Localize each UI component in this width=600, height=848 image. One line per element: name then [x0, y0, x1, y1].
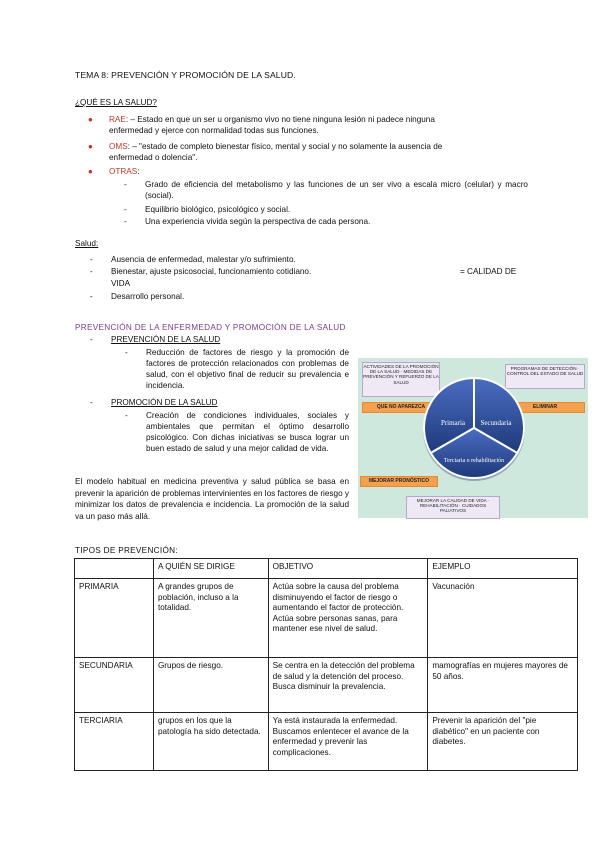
section-heading-health: ¿QUÉ ES LA SALUD?: [75, 98, 157, 107]
list-item: - Una experiencia vivida según la perspectiva de cada persona.: [124, 216, 528, 228]
diagram-box-promotion: ACTIVIDADES DE LA PROMOCIÓN DE LA SALUD · MEDIDAS DE PREVENCIÓN Y REFUERZO DE LA SALUD: [362, 362, 440, 397]
definition-text: :: [137, 167, 140, 176]
prevention-diagram: [358, 358, 588, 518]
prevention-sub2: - PROMOCIÓN DE LA SALUD: [90, 397, 350, 409]
prevention-sub1-text: Reducción de factores de riesgo y la promoción de factores de protección relacionados con problemas de salud, con el objetivo final de reducir su prevalencia e incidencia.: [146, 348, 349, 390]
table-row: [75, 658, 578, 713]
table-cell-example: Vacunación: [428, 579, 578, 658]
wheel-label-terciaria: Terciaria o rehabilitación: [443, 458, 505, 464]
list-item-text: Equilibrio biológico, psicológico y social.: [145, 205, 291, 214]
definition-oms: [88, 141, 528, 165]
bullet-icon: ●: [88, 115, 93, 124]
table-cell-objective: Ya está instaurada la enfermedad. Buscamos enlentecer el avance de la enfermedad y prevenir las complicaciones.: [268, 713, 428, 771]
bullet-icon: ●: [88, 142, 93, 151]
wheel-label-primaria: Primaria: [440, 419, 466, 427]
prevention-heading: PREVENCIÓN DE LA ENFERMEDAD Y PROMOCIÓN DE LA SALUD: [75, 323, 346, 332]
list-item: - Equilibrio biológico, psicológico y social.: [124, 204, 528, 216]
table-header: A QUIÉN SE DIRIGE: [153, 559, 268, 579]
table-cell-type: SECUNDARIA: [75, 658, 154, 713]
definition-text: : – "estado de completo bienestar físico, mental y social y no solamente la ausencia de: [127, 142, 443, 151]
table-cell-who: A grandes grupos de población, incluso a la totalidad.: [153, 579, 268, 658]
diagram-box-prevent: QUE NO APAREZCA: [362, 402, 440, 413]
table-header: OBJETIVO: [268, 559, 428, 579]
table-cell-example: Prevenir la aparición del "pie diabético" en un paciente con diabetes.: [428, 713, 578, 771]
definition-label: RAE: [109, 115, 126, 124]
list-item-text: Ausencia de enfermedad, malestar y/o sufrimiento.: [111, 255, 296, 264]
list-item: - Bienestar, ajuste psicosocial, funcionamiento cotidiano.: [90, 266, 430, 278]
list-item-text: Grado de eficiencia del metabolismo y las funciones de un ser vivo a escala micro (celular) y macro (social).: [145, 180, 528, 200]
bullet-icon: ●: [88, 167, 93, 176]
table-row: [75, 579, 578, 658]
table-cell-who: grupos en los que la patología ha sido detectada.: [153, 713, 268, 771]
page-title: TEMA 8: PREVENCIÓN Y PROMOCIÓN DE LA SALUD.: [75, 70, 296, 80]
diagram-box-prognosis: MEJORAR PRONÓSTICO: [360, 476, 438, 487]
prevention-sub2-title: PROMOCIÓN DE LA SALUD: [111, 398, 218, 407]
table-header-row: [75, 559, 578, 579]
prevention-sub1-title: PREVENCIÓN DE LA SALUD: [111, 335, 221, 344]
prevention-sub1-body: - Reducción de factores de riesgo y la promoción de factores de protección relacionados con problemas de salud, con el objetivo final de reducir su prevalencia e incidencia.: [125, 348, 349, 390]
types-heading: TIPOS DE PREVENCIÓN:: [75, 546, 178, 555]
table-cell-example: mamografías en mujeres mayores de 50 años.: [428, 658, 578, 713]
list-item-text: Bienestar, ajuste psicosocial, funcionamiento cotidiano.: [111, 267, 312, 276]
list-item: - Ausencia de enfermedad, malestar y/o sufrimiento.: [90, 254, 430, 266]
definition-label: OMS: [109, 142, 128, 151]
definition-otras: [88, 166, 528, 178]
definition-text: : – Estado en que un ser u organismo vivo no tiene ninguna lesión ni padece ninguna: [125, 115, 435, 124]
diagram-box-eliminate: ELIMINAR: [505, 402, 585, 413]
calidad-vida-cont: VIDA: [111, 279, 131, 288]
table-cell-objective: Se centra en la detección del problema de salud y la detención del proceso. Busca disminuir la prevalencia.: [268, 658, 428, 713]
prevention-paragraph: El modelo habitual en medicina preventiva y salud pública se basa en prevenir la aparición de problemas intervinientes en los factores de riesgo y minimizar los datos de prevalencia e incidencia. La promoción de la salud va un paso más allá.: [75, 477, 349, 521]
definition-rae: [88, 114, 528, 138]
prevention-types-table: [74, 558, 578, 771]
list-item: - Desarrollo personal.: [90, 291, 430, 303]
calidad-vida-note: = CALIDAD DE: [460, 267, 517, 276]
prevention-sub2-body: - Creación de condiciones individuales, sociales y ambientales que permitan el óptimo desarrollo psicológico. Con dichas iniciativas se busca lograr un buen estado de salud y una mejor calidad de vida.: [125, 411, 349, 453]
definition-label: OTRAS: [109, 167, 138, 176]
diagram-box-quality: MEJORAR LA CALIDAD DE VIDA · REHABILITACIÓN · CUIDADOS PALIATIVOS: [406, 496, 500, 519]
prevention-sub2-text: Creación de condiciones individuales, sociales y ambientales que permitan el óptimo desarrollo psicológico. Con dichas iniciativas se busca lograr un buen estado de salud y una mejor calidad de vida.: [146, 411, 349, 453]
wheel-label-secundaria: Secundaria: [480, 419, 512, 427]
prevention-sub1: - PREVENCIÓN DE LA SALUD: [90, 334, 350, 346]
prevention-wheel: [358, 358, 588, 518]
list-item-text: Una experiencia vivida según la perspectiva de cada persona.: [145, 217, 371, 226]
table-header: [75, 559, 154, 579]
definition-text-cont: enfermedad o dolencia".: [109, 153, 198, 162]
table-cell-who: Grupos de riesgo.: [153, 658, 268, 713]
salud-heading: Salud:: [75, 239, 99, 248]
diagram-box-detection: PROGRAMAS DE DETECCIÓN · CONTROL DEL ESTADO DE SALUD: [505, 364, 585, 389]
table-cell-objective: Actúa sobre la causa del problema disminuyendo el factor de riesgo o aumentando el factor de protección. Actúa sobre personas sanas, para mantener ese nivel de salud.: [268, 579, 428, 658]
table-cell-type: TERCIARIA: [75, 713, 154, 771]
definition-text-cont: enfermedad y ejerce con normalidad todas sus funciones.: [109, 126, 319, 135]
table-cell-type: PRIMARIA: [75, 579, 154, 658]
table-row: [75, 713, 578, 771]
list-item-text: Desarrollo personal.: [111, 292, 185, 301]
table-header: EJEMPLO: [428, 559, 578, 579]
list-item: - Grado de eficiencia del metabolismo y las funciones de un ser vivo a escala micro (celular) y macro (social).: [124, 180, 528, 200]
